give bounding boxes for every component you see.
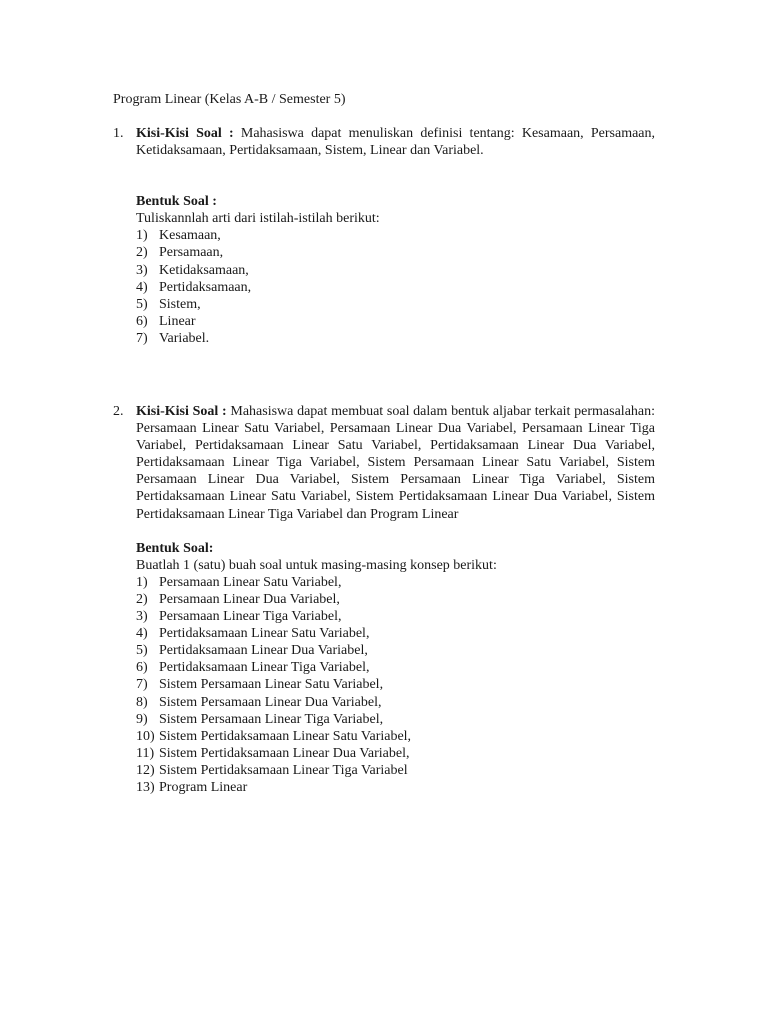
list-item <box>136 244 655 261</box>
list-item <box>136 642 655 659</box>
list-item-number: 1) <box>136 228 148 244</box>
list-item-text: Sistem Persamaan Linear Satu Variabel, <box>159 677 384 693</box>
list-item <box>136 694 655 711</box>
list-item <box>136 625 655 642</box>
kisi-kisi-text: Mahasiswa dapat menuliskan definisi tentang: Kesamaan, Persamaan, Ketidaksamaan, Pertidaksamaan, Sistem, Linear dan Variabel. <box>136 126 656 159</box>
instruction-text: Buatlah 1 (satu) buah soal untuk masing-masing konsep berikut: <box>136 557 497 573</box>
list-item-text: Sistem Pertidaksamaan Linear Tiga Variabel <box>159 762 408 778</box>
concept-list <box>136 574 655 796</box>
list-item-number: 6) <box>136 313 148 329</box>
list-item <box>136 591 655 608</box>
list-item-number: 8) <box>136 694 148 710</box>
list-item <box>136 608 655 625</box>
list-item-text: Variabel. <box>159 330 210 346</box>
list-item-text: Program Linear <box>159 779 248 795</box>
list-item-text: Sistem, <box>159 296 201 312</box>
kisi-kisi-paragraph <box>136 403 655 523</box>
list-item-number: 9) <box>136 711 148 727</box>
term-list <box>136 227 655 347</box>
list-item-number: 5) <box>136 643 148 659</box>
list-item <box>136 262 655 279</box>
list-item <box>136 227 655 244</box>
list-item-number: 2) <box>136 245 148 261</box>
list-item <box>136 779 655 796</box>
list-item-text: Persamaan Linear Dua Variabel, <box>159 591 340 607</box>
list-item-text: Linear <box>159 313 196 329</box>
list-item <box>136 745 655 762</box>
list-item-number: 2) <box>136 591 148 607</box>
list-item-number: 1) <box>136 574 148 590</box>
list-item-number: 3) <box>136 609 148 625</box>
section-body <box>136 403 655 796</box>
list-item <box>136 279 655 296</box>
kisi-kisi-paragraph <box>136 125 655 159</box>
list-item-number: 6) <box>136 660 148 676</box>
list-item-number: 5) <box>136 296 148 312</box>
list-item-number: 7) <box>136 330 148 346</box>
list-item <box>136 574 655 591</box>
list-item-text: Pertidaksamaan Linear Satu Variabel, <box>159 626 370 642</box>
list-item-text: Pertidaksamaan Linear Tiga Variabel, <box>159 660 370 676</box>
list-item-number: 4) <box>136 626 148 642</box>
instruction-text: Tuliskannlah arti dari istilah-istilah berikut: <box>136 211 380 227</box>
kisi-kisi-label: Kisi-Kisi Soal : <box>136 126 234 141</box>
list-item <box>136 659 655 676</box>
list-item-text: Sistem Persamaan Linear Dua Variabel, <box>159 694 382 710</box>
list-item-number: 3) <box>136 262 148 278</box>
list-item <box>136 330 655 347</box>
list-item-text: Pertidaksamaan, <box>159 279 252 295</box>
bentuk-soal-heading: Bentuk Soal : <box>136 194 217 210</box>
section-body <box>136 125 655 347</box>
list-item-number: 13) <box>136 779 155 795</box>
kisi-kisi-label: Kisi-Kisi Soal : <box>136 404 227 419</box>
list-item-number: 10) <box>136 728 155 744</box>
list-item <box>136 728 655 745</box>
list-item-text: Sistem Pertidaksamaan Linear Dua Variabel, <box>159 745 410 761</box>
section-number: 2. <box>113 404 124 419</box>
list-item-number: 4) <box>136 279 148 295</box>
list-item-text: Persamaan, <box>159 245 224 261</box>
list-item-text: Persamaan Linear Tiga Variabel, <box>159 609 342 625</box>
list-item-number: 12) <box>136 762 155 778</box>
list-item <box>136 711 655 728</box>
list-item-text: Persamaan Linear Satu Variabel, <box>159 574 342 590</box>
section-number: 1. <box>113 126 124 141</box>
list-item-text: Sistem Pertidaksamaan Linear Satu Variabel, <box>159 728 412 744</box>
bentuk-soal-heading: Bentuk Soal: <box>136 540 214 556</box>
list-item <box>136 676 655 693</box>
list-item-number: 11) <box>136 745 155 761</box>
list-item <box>136 313 655 330</box>
list-item-text: Ketidaksamaan, <box>159 262 249 278</box>
kisi-kisi-text: Mahasiswa dapat membuat soal dalam bentuk aljabar terkait permasalahan: Persamaan Linear Satu Variabel, Persamaan Linear Dua Variabel, Persamaan Linear Tiga Variabel, Pertidaksamaan Linear Satu Variabel, Pertidaksamaan Linear Dua Variabel, Pertidaksamaan Linear Tiga Variabel, Sistem Persamaan Linear Satu Variabel, Sistem Persamaan Linear Dua Variabel, Sistem Persamaan Linear Tiga Variabel, Sistem Pertidaksamaan Linear Satu Variabel, Sistem Pertidaksamaan Linear Dua Variabel, Sistem Pertidaksamaan Linear Tiga Variabel dan Program Linear <box>136 404 656 522</box>
list-item <box>136 762 655 779</box>
list-item-number: 7) <box>136 677 148 693</box>
document-title: Program Linear (Kelas A-B / Semester 5) <box>113 92 346 107</box>
list-item-text: Pertidaksamaan Linear Dua Variabel, <box>159 643 368 659</box>
list-item-text: Kesamaan, <box>159 228 221 244</box>
list-item-text: Sistem Persamaan Linear Tiga Variabel, <box>159 711 384 727</box>
list-item <box>136 296 655 313</box>
